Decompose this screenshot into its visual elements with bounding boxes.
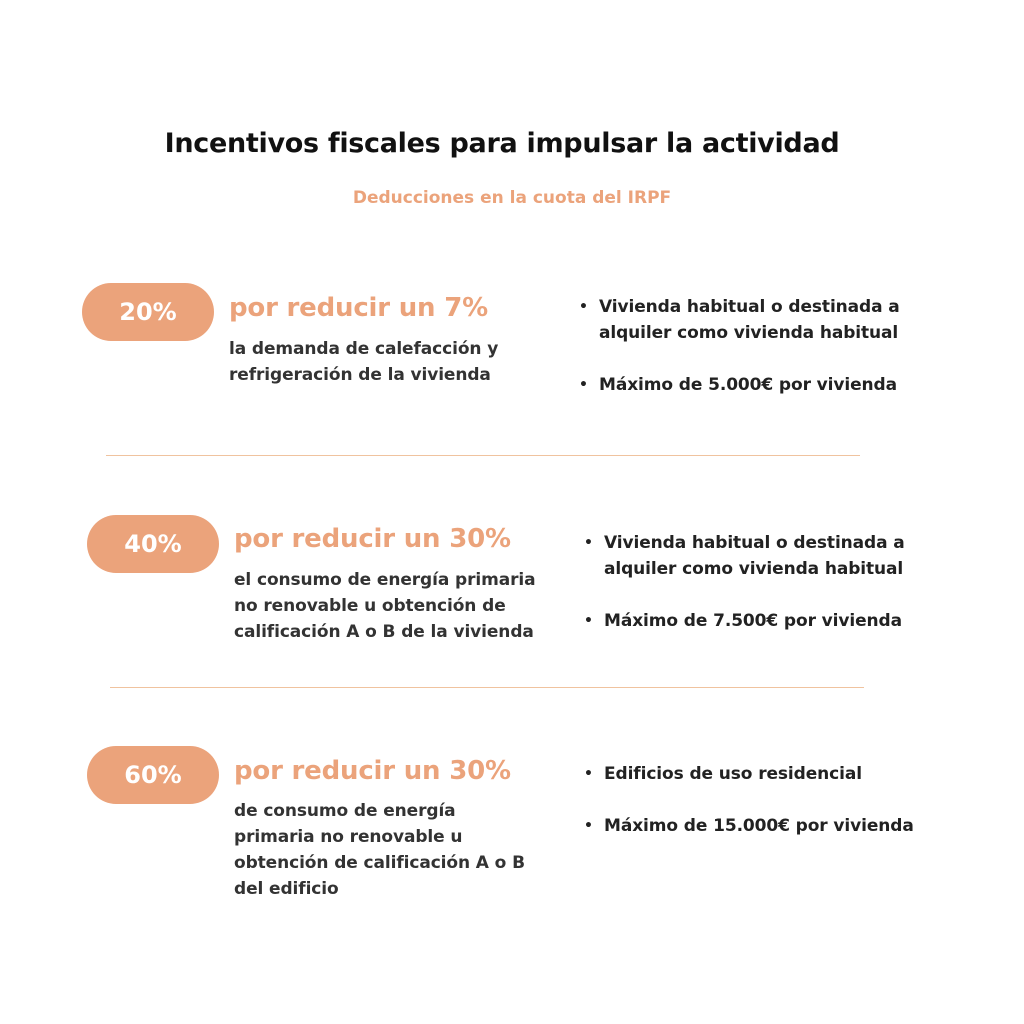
deduction-headline: por reducir un 7% [229,293,488,323]
condition-line: • Máximo de 15.000€ por vivienda [604,816,914,836]
condition-line: • Máximo de 7.500€ por vivienda [604,611,902,631]
section-divider [106,455,860,456]
condition-line: • Máximo de 5.000€ por vivienda [599,375,897,395]
percentage-badge: 40% [87,515,219,573]
page-subtitle: Deducciones en la cuota del IRPF [352,188,672,208]
description-line: refrigeración de la vivienda [229,365,491,385]
condition-item [584,530,905,582]
deduction-headline: por reducir un 30% [234,756,511,786]
description-line: primaria no renovable u [234,827,463,847]
description-line: la demanda de calefacción y [229,339,499,359]
page-title: Incentivos fiscales para impulsar la actividad [164,128,840,159]
condition-item [584,813,914,839]
condition-item [579,294,900,346]
description-line: de consumo de energía [234,801,456,821]
description-line: obtención de calificación A o B [234,853,525,873]
deduction-description [234,798,525,902]
condition-line: • Vivienda habitual o destinada a [599,297,900,317]
deduction-description [229,336,498,388]
deduction-description [234,567,535,645]
description-line: calificación A o B de la vivienda [234,622,534,642]
condition-item [584,761,914,787]
condition-line: • Vivienda habitual o destinada a [604,533,905,553]
conditions-list [584,761,914,839]
condition-item [579,372,900,398]
condition-line: alquiler como vivienda habitual [604,559,904,579]
condition-line: alquiler como vivienda habitual [599,323,899,343]
description-line: no renovable u obtención de [234,596,506,616]
conditions-list [579,294,900,398]
description-line: del edificio [234,879,339,899]
percentage-badge: 20% [82,283,214,341]
description-line: el consumo de energía primaria [234,570,536,590]
conditions-list [584,530,905,634]
deduction-headline: por reducir un 30% [234,524,511,554]
condition-item [584,608,905,634]
percentage-badge: 60% [87,746,219,804]
condition-line: • Edificios de uso residencial [604,764,862,784]
section-divider [110,687,864,688]
